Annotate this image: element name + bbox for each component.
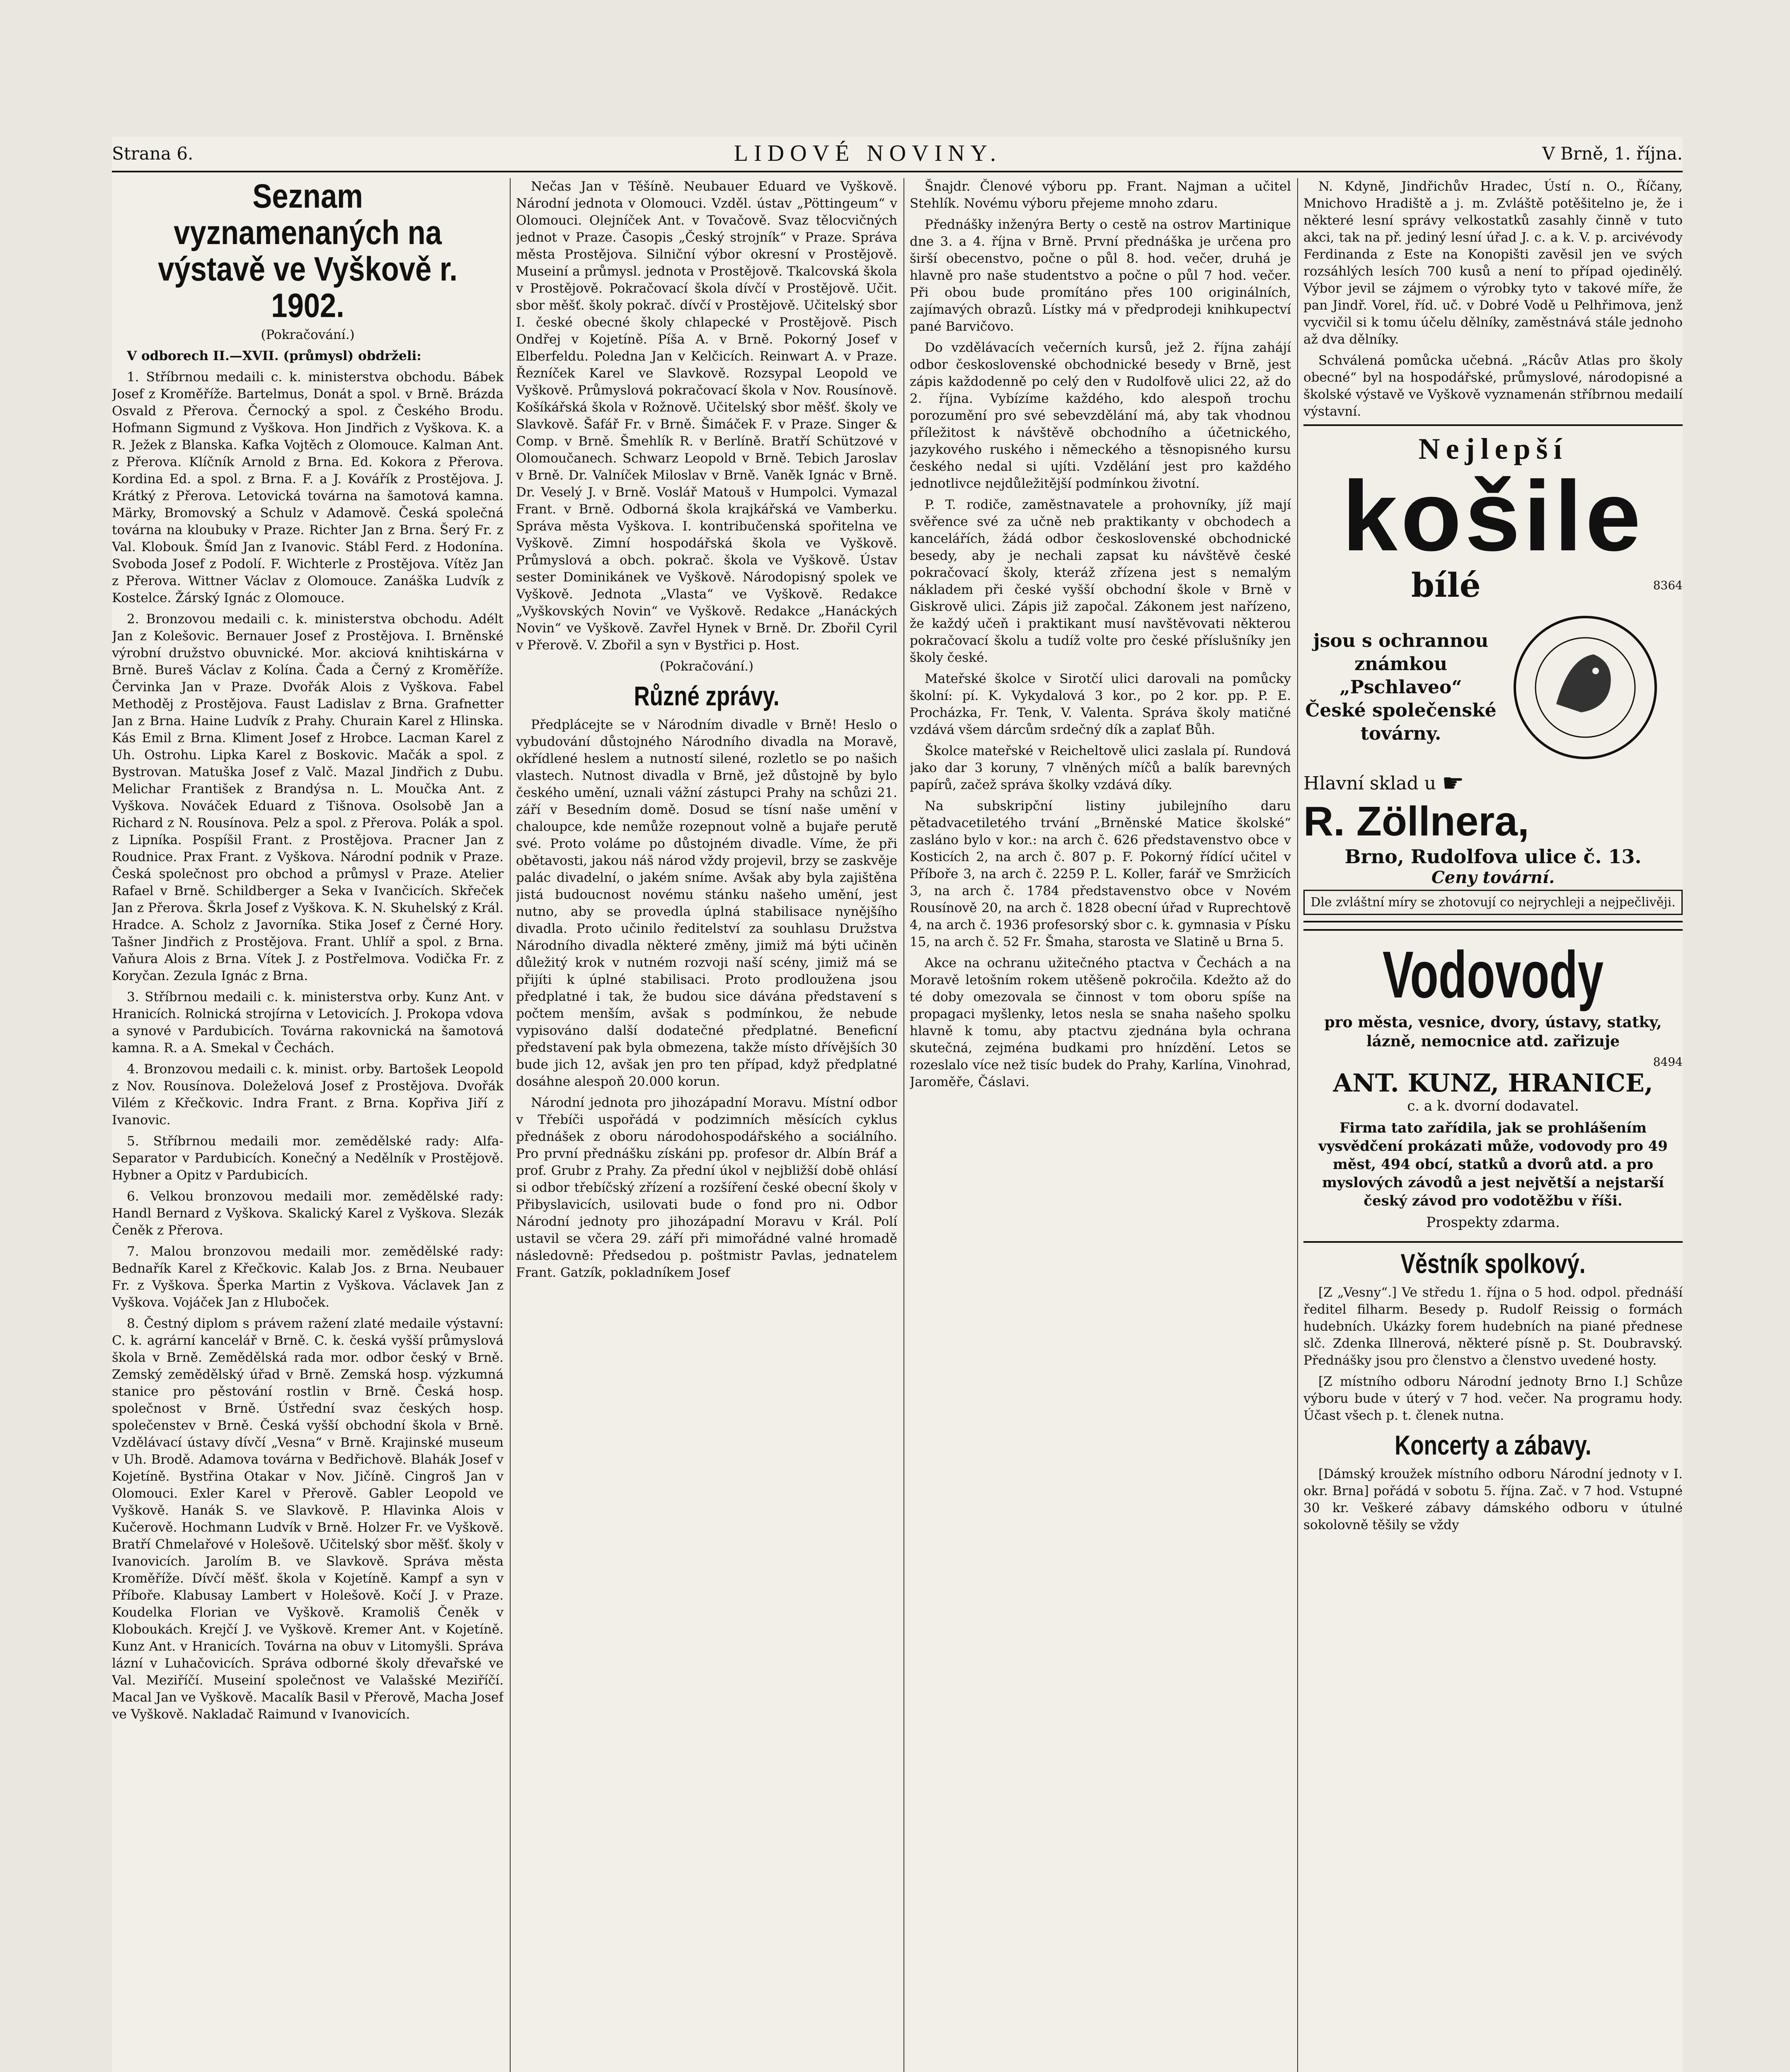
ad-subword: bílé xyxy=(1411,566,1481,605)
ad-note: Dle zvláštní míry se zhotovují co nejrychleji a nejpečlivěji. xyxy=(1303,890,1683,915)
news-item: Na subskripční listiny jubilejního daru pětadvacetiletého trvání „Brněnské Matice školské“ zasláno bylo v kor.: na arch č. 626 představenstvo obce v Kosticích 2, na arch č. 807 p. F. Pokorný řídící učitel v Příboře 3, na arch č. 2259 P. L. Koller, farář ve Smržicích 3, na arch č. 1784 představenstvo obce v Novém Rousínově 20, na arch č. 1828 obecní úřad v Ruprechtově 4, na arch č. 1936 profesorský sbor c. k. gymnasia v Písku 15, na arch č. 52 Fr. Šmaha, starosta ve Slatině u Brna 5. xyxy=(910,799,1291,949)
shirt-advertisement xyxy=(1303,424,1683,922)
ad-number: 8364 xyxy=(1653,578,1683,592)
news-item: Předplácejte se v Národním divadle v Brně! Heslo o vybudování důstojného Národního divadla na Moravě, okřídlené heslem a nutností silené, rozletlo se po našich vlastech. Nutnost divadla v Brně, jež důstojně by bylo českého umění, uznali vážní zástupci Prahy na schůzi 21. září v Besedním domě. Dosud se tísní naše umění v chaloupce, kde nemůže rozepnout volně a bujaře perutě své. Proto voláme po důstojném divadle. Víme, že při obětavosti, jakou náš národ vždy projevil, brzy se zaskvěje palác divadelní, o jakém sníme. Avšak aby byla zajištěna jistá budoucnost novému stánku našeho umění, jest nutno, aby se provedla úplná stabilisace nynějšího divadla. Proto učinilo ředitelství za souhlasu Družstva Národního divadla některé změny, jimiž má býti učiněn důležitý krok v nutném rozvoji naší scény, jimiž má se přijíti k úplné stabilisaci. Proto prodloužena jsou předplatné i tak, že budou sice dávána představení s počtem menším, avšak s podmínkou, že nebude vypisováno další dodatečné předplatné. Beneficní představení pak byla obmezena, takže místo dřívějších 30 bude jich 12, avšak jen pro ten případ, když předplatné dosáhne alespoň 20.000 korun. xyxy=(516,717,897,1089)
paragraph: 4. Bronzovou medaili c. k. minist. orby. Bartošek Leopold z Nov. Rousínova. Doleželová Josef z Prostějova. Dvořák Vilém z Křečkovic. Indra Frant. z Brna. Kopřiva Jiří z Ivanovic. xyxy=(112,1062,504,1128)
club-notice: [Z „Vesny“.] Ve středu 1. října o 5 hod. odpol. přednáší ředitel filharm. Besedy p. Rudolf Reissig o formách hudebních. Ukázky forem hudebních na piané přednese slč. Zdenka Illnerová, některé písně p. St. Doubravský. Přednášky jsou pro členstvo a členstvo uvedené hosty. xyxy=(1303,1285,1683,1368)
paragraph: 6. Velkou bronzovou medaili mor. zemědělské rady: Handl Bernard z Vyškova. Skalický Karel z Vyškova. Slezák Čeněk z Přerova. xyxy=(112,1189,504,1238)
ad-main-word: košile xyxy=(1342,460,1644,571)
ad-address: Brno, Rudolfova ulice č. 13. xyxy=(1344,845,1642,868)
news-item: Akce na ochranu užitečného ptactva v Čechách a na Moravě letošním rokem utěšeně pokročila. Kdežto až do té doby omezovala se činnost v tom oboru spíše na propagaci myšlenky, letos nesla se snaha našeho spolku hlavně k tomu, aby ptactvu zjednána byla ochrana skutečná, zejména budkami pro hnízdění. Letos se rozeslalo více než tisíc budek do Prahy, Karlína, Vinohrad, Jaroměře, Čáslavi. xyxy=(910,956,1291,1089)
trademark-seal-icon xyxy=(1507,609,1664,766)
news-item: Školce mateřské v Reicheltově ulici zaslala pí. Rundová jako dar 3 koruny, 7 vlněných míčů a balík barevných papírů, začež správa školky vzdává díky. xyxy=(910,743,1291,792)
paragraph: 8. Čestný diplom s právem ražení zlaté medaile výstavní: C. k. agrární kancelář v Brně. C. k. česká vyšší průmyslová škola v Brně. Zemědělská rada mor. odbor český v Brně. Zemský zemědělský úřad v Brně. Zemská hosp. výzkumná stanice pro pěstování rostlin v Brně. Česká hosp. společnost v Brně. Ústřední svaz českých hosp. společenstev v Brně. Česká vyšší obchodní škola v Brně. Vzdělávací ústavy dívčí „Vesna“ v Brně. Krajinské museum v Uh. Brodě. Adamova továrna v Bedřichově. Blahák Josef v Kojetíně. Bystřina Otakar v Nov. Jičíně. Cingroš Jan v Olomouci. Exler Karel v Přerově. Gabler Leopold ve Vyškově. Hanák S. ve Slavkově. P. Hlavinka Alois v Kučerově. Hochmann Ludvík v Brně. Holzer Fr. ve Vyškově. Bratří Chmelařové v Holešově. Učitelský sbor měšť. školy v Ivanovicích. Jarolím B. ve Slavkově. Správa města Kroměříže. Dívčí měšť. škola v Kojetíně. Kampf a syn v Příboře. Klabusay Lambert v Holešově. Kočí J. v Praze. Koudelka Florian ve Vyškově. Kramoliš Čeněk v Kloboukách. Krejčí J. ve Vyškově. Kremer Ant. v Kojetíně. Kunz Ant. v Hranicích. Továrna na obuv v Litomyšli. Správa lázní v Luhačovicích. Správa odborné školy dřevařské ve Val. Meziříčí. Museiní společnost ve Valašské Meziříčí. Macal Jan ve Vyškově. Macalík Basil v Přerově, Macha Josef ve Vyškově. Nakladač Raimund v Ivanovicích. xyxy=(112,1316,504,1722)
ad-line: jsou s ochrannou známkou xyxy=(1313,630,1489,675)
paragraph: 5. Stříbrnou medaili mor. zemědělské rady: Alfa-Separator v Pardubicích. Konečný a Nedělník v Prostějově. Hybner a Opitz v Pardubicích. xyxy=(112,1134,504,1183)
paragraph: 1. Stříbrnou medaili c. k. ministerstva obchodu. Bábek Josef z Kroměříže. Bartelmus, Donát a spol. v Brně. Brázda Osvald z Přerova. Černocký a spol. z Českého Brodu. Hofmann Sigmund z Vyškova. Hon Jindřich z Vyškova. K. a R. Ježek z Blanska. Kafka Vojtěch z Olomouce. Kalman Ant. z Přerova. Klíčník Arnold z Brna. Ed. Kokora z Přerova. Kordina Ed. a spol. z Brna. F. a J. Kovářík z Prostějova. J. Krátký z Přerova. Letovická továrna na šamotová kamna. Märky, Bromovský a Schulz v Adamově. Česká společná továrna na kloubuky v Praze. Richter Jan z Brna. Šerý Fr. z Val. Klobouk. Šmíd Jan z Ivanovic. Stábl Ferd. z Hodonína. Svoboda Josef z Podolí. F. Wichterle z Prostějova. Vítěz Jan z Přerova. Wittner Václav z Olomouce. Zanáška Ludvík z Kostelce. Žárský Ignác z Olomouce. xyxy=(112,370,504,605)
column-divider xyxy=(1297,178,1298,2072)
ad-brand: „Pschlaveo“ xyxy=(1339,677,1462,698)
club-notice: [Dámský kroužek místního odboru Národní jednoty v I. okr. Brna] pořádá v sobotu 5. října. Zač. v 7 hod. Vstupné 30 kr. Veškeré zábavy dámského odboru v útulné sokolovně těšily se vždy xyxy=(1303,1467,1683,1532)
page-number: Strana 6. xyxy=(112,143,194,164)
article-title: Seznam vyznamenaných na výstavě ve Vyškově r. 1902. xyxy=(158,178,458,324)
paragraph: 7. Malou bronzovou medaili mor. zemědělské rady: Bednařík Karel z Křečkovic. Kalab Jos. z Brna. Neubauer Fr. z Vyškova. Šperka Martin z Vyškova. Václavek Jan z Vyškova. Vojáček Jan z Hluboček. xyxy=(112,1244,504,1310)
continued-note: (Pokračování.) xyxy=(261,327,355,342)
ad-line: České společenské továrny. xyxy=(1305,700,1497,744)
news-item: Šnajdr. Členové výboru pp. Frant. Najman a učitel Stehlík. Novému výboru přejeme mnoho zdaru. xyxy=(910,179,1291,211)
column-1 xyxy=(112,178,504,2072)
paragraph: Nečas Jan v Těšíně. Neubauer Eduard ve Vyškově. Národní jednota v Olomouci. Vzděl. ústav „Pöttingeum“ v Olomouci. Olejníček Ant. v Tovačově. Svaz tělocvičných jednot v Praze. Časopis „Český strojník“ v Praze. Správa města Prostějova. Silniční výbor okresní v Prostějově. Museiní a průmysl. jednota v Prostějově. Tkalcovská škola v Prostějově. Pokračovací škola dívčí v Prostějově. Učit. sbor měšť. školy pokrač. dívčí v Prostějově. Učitelský sbor I. české obecné školy chlapecké v Prostějově. Pisch Ondřej v Kojetíně. Píša A. v Brně. Pokorný Josef v Elberfeldu. Poledna Jan v Kelčicích. Reinwart A. v Praze. Řezníček Karel ve Slavkově. Rozsypal Leopold ve Vyškově. Průmyslová pokračovací škola v Nov. Rousínově. Košíkářská škola v Rožnově. Učitelský sbor měšť. školy ve Slavkově. Šafář Fr. v Brně. Šimáček F. v Praze. Singer & Comp. v Brně. Šmehlík R. v Berlíně. Bratří Schützové v Olomoučanech. Schwarz Leopold v Brně. Tebich Jaroslav v Brně. Dr. Valníček Miloslav v Brně. Vaněk Ignác v Brně. Dr. Veselý J. v Brně. Voslář Matouš v Humpolci. Vymazal Frant. v Brně. Odborná škola krajkářská ve Vamberku. Správa města Vyškova. I. kontribučenská spořitelna ve Vyškově. Zimní hospodářská škola ve Vyškově. Průmyslová a obch. pokrač. škola ve Vyškově. Ústav sester Dominikánek ve Vyškově. Národopisný spolek ve Vyškově. Jednota „Vlasta“ ve Vyškově. Redakce „Vyškovských Novin“ ve Vyškově. Redakce „Hanáckých Novin“ ve Vyškově. Zavřel Hynek v Brně. Dr. Zbořil Cyril v Přerově. V. Zbořil a syn v Bystřici p. Host. xyxy=(516,179,897,653)
ad-line: Prospekty zdarma. xyxy=(1426,1214,1560,1231)
paragraph: 2. Bronzovou medaili c. k. ministerstva obchodu. Adélt Jan z Kolešovic. Bernauer Josef z Prostějova. I. Brněnské výrobní družstvo obuvnické. Mor. akciová knihtiskárna v Brně. Bureš Václav z Kolína. Čada a Černý z Kroměříže. Červinka Jan v Praze. Dvořák Alois z Vyškova. Fabel Methoděj z Prostějova. Faust Ladislav z Brna. Grafnetter Jan z Brna. Haine Ludvík z Prahy. Churain Karel z Hlinska. Kás Emil z Brna. Kliment Josef z Hrobce. Lacman Karel z Uh. Ostrohu. Lipka Karel z Boskovic. Mačák a spol. z Bystrovan. Matuška Josef z Valč. Mazal Jindřich z Dubu. Melichar František z Brandýsa n. L. Moučka Ant. z Vyškova. Nováček Eduard z Tišnova. Osolsobě Jan a Richard z N. Rousínova. Pelz a spol. z Přerova. Polák a spol. z Lipníka. Pospíšil Frant. z Prostějova. Pracner Jan z Roudnice. Prax Frant. z Vyškova. Národní podnik v Praze. Česká společnost pro obchod a průmysl v Praze. Atelier Rafael v Brně. Schildberger a Seka v Ivančicích. Skřeček Jan z Přerova. Škrla Josef z Vyškova. K. N. Skuhelský z Král. Hradce. A. Scholz z Javorníka. Stika Josef z Černé Hory. Tašner Jindřich z Prostějova. Frant. Uhlíř a spol. z Brna. Vaňura Alois z Brna. Vítek J. z Postřelmova. Vodička Fr. z Koryčan. Zezula Ignác z Brna. xyxy=(112,612,504,983)
column-divider xyxy=(903,178,904,2072)
club-notice: [Z místního odboru Národní jednoty Brno I.] Schůze výboru bude v úterý v 7 hod. večer. Na programu hody. Účast všech p. t. členek nutna. xyxy=(1303,1374,1683,1423)
column-2 xyxy=(516,178,897,2072)
ad-line: pro města, vesnice, dvory, ústavy, statky, lázně, nemocnice atd. zařizuje xyxy=(1324,1014,1662,1050)
news-item: Do vzdělávacích večerních kursů, jež 2. října zahájí odbor československé obchodnické besedy v Brně, jest zápis každodenně po celý den v Rudolfově ulici 22, až do 2. října. Vybízíme každého, kdo alespoň trochu porozumění pro své sebevzdělání má, aby tak vhodnou příležitost k návštěvě obchodního a účetnického, jazykového ruského i německého a těsnopisného kursu českého nedal si ujíti. Vzdělání jest pro každého jednotlivce nejdůležitější podmínkou životní. xyxy=(910,340,1291,491)
issue-date: V Brně, 1. října. xyxy=(1542,143,1683,164)
news-item: Schválená pomůcka učebná. „Rácův Atlas pro školy obecné“ byl na hospodářské, průmyslové, národopisné a školské výstavě ve Vyškově vyznamenán stříbrnou medailí výstavní. xyxy=(1303,353,1683,419)
column-3 xyxy=(910,178,1291,2072)
news-item: Mateřské školce v Sirotčí ulici darovali na pomůcky školní: pí. K. Vykydalová 3 kor., po 2 kor. pp. P. E. Procházka, Fr. Tenk, V. Valenta. Správa školy matičné vzdává všem dárcům srdečný dík a zaplať Bůh. xyxy=(910,671,1291,737)
pointing-hand-icon: ☛ xyxy=(1441,769,1464,798)
continued-note: (Pokračování.) xyxy=(659,659,754,674)
ad-main-word: Vodovody xyxy=(1382,937,1604,1012)
ad-line: Hlavní sklad u xyxy=(1303,772,1436,794)
news-item: Přednášky inženýra Berty o cestě na ostrov Martinique dne 3. a 4. října v Brně. První přednáška je určena pro širší obecenstvo, počne o půl 8. hod. večer, druhá je hlavně pro naše studentstvo a počne o půl 7 hod. večer. Při obou bude promítáno přes 100 originálních, zajímavých obrazů. Lístky má v předprodeji knihkupectví pané Barvičovo. xyxy=(910,217,1291,334)
paragraph: V odborech II.—XVII. (průmysl) obdrželi: xyxy=(127,349,421,363)
ad-line: Firma tato zařídila, jak se prohlášením vysvědčení prokázati může, vodovody pro 49 měst, 494 obcí, statků a dvorů atd. a pro myslových závodů a jest největší a nejstarší český závod pro vodotěžbu v říši. xyxy=(1318,1120,1668,1209)
news-item: Národní jednota pro jihozápadní Moravu. Místní odbor v Třebíči uspořádá v podzimních měsících cyklus přednášek z oboru národohospodářského a sociálního. Pro první přednášku získáni pp. profesor dr. Albín Bráf a prof. Grubr z Prahy. Za přední úkol v nejbližší době ohlásí si odbor třebíčský zřízení a rozšíření české obecní školy v Přibyslavicích, usilovati bude o fond pro ni. Odbor Národní jednoty pro jihozápadní Moravu v Král. Polí ustavil se včera 29. září při mimořádné valné hromadě následovně: Předsedou p. poštmistr Pavlas, jednatelem Frant. Gatzík, pokladníkem Josef xyxy=(516,1095,897,1280)
column-divider xyxy=(510,178,511,2072)
waterworks-advertisement xyxy=(1303,929,1683,1243)
ad-firm: R. Zöllnera, xyxy=(1303,798,1529,845)
news-item: N. Kdyně, Jindřichův Hradec, Ústí n. O., Říčany, Mnichovo Hradiště a j. m. Zvláště potěšitelno je, že i některé lesní správy velkostatků zasahly činně v tuto akci, tak na př. jediný lesní úřad J. c. a k. V. p. arcivévody Ferdinanda z Este na Konopišti zavěsil jen ve svých rozsáhlých lesích 700 kusů a není to případ ojedinělý. Výbor jevil se zájmem o výrobky tyto v takové míře, že pan Jindř. Vorel, říd. uč. v Dobré Vodě u Pelhřimova, jenž vycvičil si k tomu účelu dělníky, zaměstnává stále jednoho až dva dělníky. xyxy=(1303,179,1683,347)
section-title: Koncerty a zábavy. xyxy=(1395,1430,1591,1460)
ad-firm: ANT. KUNZ, HRANICE, xyxy=(1333,1069,1653,1098)
column-4 xyxy=(1303,178,1683,2072)
paragraph: 3. Stříbrnou medaili c. k. ministerstva orby. Kunz Ant. v Hranicích. Rolnická strojírna v Letovicích. J. Prokopa vdova a synové v Pardubicích. Továrna rakovnická na šamotová kamna. R. a A. Smekal v Čechách. xyxy=(112,990,504,1055)
news-item: P. T. rodiče, zaměstnavatele a prohovníky, jíž mají svěřence své za učně neb praktikanty v obchodech a kancelářích, žádá odbor československé obchodnické besedy, aby je nechali zapsat ku návštěvě české pokračovací školy, kteráž zřízena jest s nemalým nákladem při české vyšší obchodní škole v Brně v Giskrově ulici. Zápis již započal. Zákonem jest nařízeno, že každý učeň i praktikant musí navštěvovati některou pokračovací školu a tudíž volte pro české příslušníky jen školy české. xyxy=(910,497,1291,665)
section-title: Věstník spolkový. xyxy=(1400,1248,1586,1279)
ad-headline: Nejlepší xyxy=(1418,432,1568,465)
ad-number: 8494 xyxy=(1653,1055,1683,1069)
masthead: LIDOVÉ NOVINY. xyxy=(734,140,1002,166)
ad-line: c. a k. dvorní dodavatel. xyxy=(1407,1098,1579,1114)
newspaper-page xyxy=(112,137,1683,2072)
section-title: Různé zprávy. xyxy=(634,680,780,711)
page-header xyxy=(112,137,1683,170)
ad-prices: Ceny tovární. xyxy=(1431,868,1555,887)
header-rule xyxy=(112,171,1683,172)
